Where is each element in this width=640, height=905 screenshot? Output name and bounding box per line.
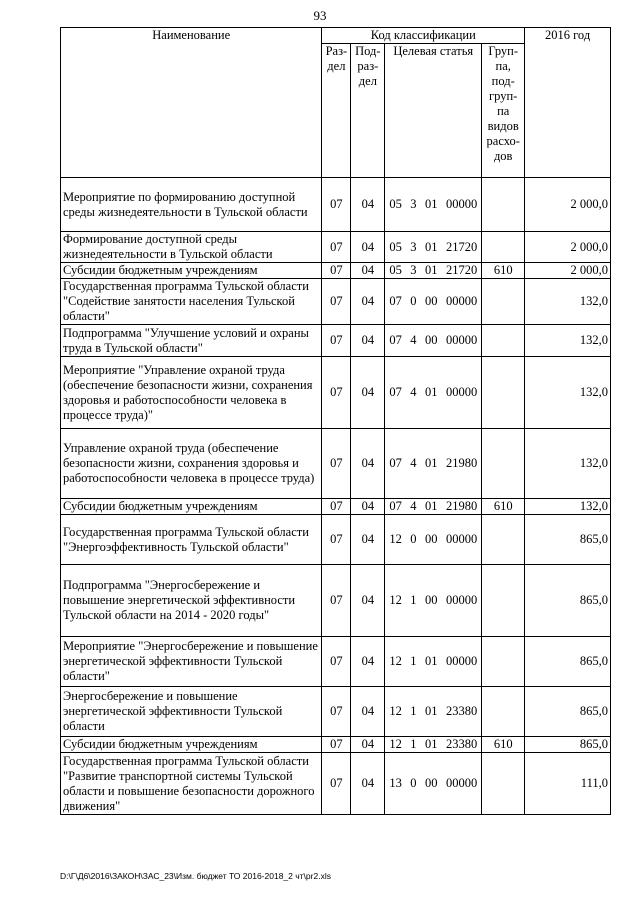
row-amount: 111,0 [525, 753, 611, 815]
row-razdel: 07 [322, 753, 351, 815]
table-row [61, 429, 611, 499]
row-amount: 865,0 [525, 637, 611, 687]
row-target [385, 357, 482, 429]
target-part-b: 1 [410, 704, 417, 718]
target-part-c: 00 [425, 776, 438, 790]
row-podrazdel: 04 [351, 429, 385, 499]
target-part-d: 00000 [445, 593, 478, 607]
row-group [482, 325, 525, 357]
target-part-a: 05 [389, 239, 402, 254]
row-amount: 865,0 [525, 515, 611, 565]
target-part-b: 1 [410, 593, 417, 607]
row-amount: 132,0 [525, 357, 611, 429]
row-name: Подпрограмма "Улучшение условий и охраны труда в Тульской области" [61, 325, 322, 357]
target-part-d: 00000 [445, 385, 478, 399]
target-part-d: 21980 [445, 499, 478, 513]
row-name: Государственная программа Тульской области "Развитие транспортной системы Тульской области и повышение безопасности дорожного движения" [61, 753, 322, 815]
header-group: Груп- па, под- груп- па видов расхо- дов [482, 44, 525, 178]
target-part-b: 4 [410, 499, 417, 513]
row-amount: 132,0 [525, 429, 611, 499]
row-razdel: 07 [322, 325, 351, 357]
target-part-c: 00 [425, 294, 438, 308]
row-target [385, 232, 482, 263]
target-part-d: 23380 [445, 737, 478, 751]
table-row [61, 753, 611, 815]
row-group [482, 565, 525, 637]
row-name: Энергосбережение и повышение энергетической эффективности Тульской области [61, 687, 322, 737]
table-row [61, 737, 611, 753]
target-part-a: 12 [389, 737, 402, 751]
row-podrazdel: 04 [351, 357, 385, 429]
row-target [385, 429, 482, 499]
target-part-c: 01 [425, 197, 438, 211]
row-target [385, 499, 482, 515]
target-part-d: 00000 [445, 532, 478, 546]
row-amount: 2 000,0 [525, 178, 611, 232]
row-name: Подпрограмма "Энергосбережение и повышение энергетической эффективности Тульской области на 2014 - 2020 годы" [61, 565, 322, 637]
row-amount: 2 000,0 [525, 232, 611, 263]
row-podrazdel: 04 [351, 263, 385, 279]
target-part-b: 3 [410, 239, 417, 254]
table-row [61, 325, 611, 357]
row-group [482, 429, 525, 499]
row-razdel: 07 [322, 232, 351, 263]
row-amount: 865,0 [525, 565, 611, 637]
target-part-d: 00000 [445, 294, 478, 308]
target-part-b: 0 [410, 532, 417, 546]
target-part-b: 4 [410, 456, 417, 470]
table-row [61, 687, 611, 737]
row-group [482, 637, 525, 687]
target-part-c: 00 [425, 532, 438, 546]
target-part-b: 3 [410, 263, 417, 277]
target-part-c: 01 [425, 385, 438, 399]
row-razdel: 07 [322, 357, 351, 429]
table-row [61, 515, 611, 565]
target-part-a: 07 [389, 385, 402, 399]
file-path-footer: D:\Г\Д6\2016\ЗАКОН\ЗАС_23\Изм. бюджет ТО 2016-2018_2 чт\pr2.xls [60, 871, 331, 881]
row-group: 610 [482, 263, 525, 279]
row-podrazdel: 04 [351, 279, 385, 325]
row-target [385, 515, 482, 565]
target-part-c: 01 [425, 263, 438, 277]
table-row [61, 565, 611, 637]
target-part-a: 12 [389, 593, 402, 607]
row-name: Субсидии бюджетным учреждениям [61, 737, 322, 753]
target-part-a: 12 [389, 654, 402, 668]
row-amount: 2 000,0 [525, 263, 611, 279]
target-part-c: 01 [425, 239, 438, 254]
target-part-d: 21720 [445, 239, 478, 254]
row-podrazdel: 04 [351, 499, 385, 515]
row-amount: 865,0 [525, 687, 611, 737]
target-part-b: 1 [410, 654, 417, 668]
table-row [61, 279, 611, 325]
header-podrazdel: Под- раз- дел [351, 44, 385, 178]
target-part-a: 05 [389, 197, 402, 211]
row-podrazdel: 04 [351, 178, 385, 232]
row-name: Управление охраной труда (обеспечение безопасности жизни, сохранения здоровья и работоспособности человека в процессе труда) [61, 429, 322, 499]
target-part-b: 0 [410, 776, 417, 790]
row-group: 610 [482, 499, 525, 515]
row-podrazdel: 04 [351, 232, 385, 263]
row-podrazdel: 04 [351, 637, 385, 687]
row-razdel: 07 [322, 737, 351, 753]
row-target [385, 737, 482, 753]
row-razdel: 07 [322, 565, 351, 637]
target-part-c: 01 [425, 737, 438, 751]
page-number: 93 [313, 8, 327, 23]
row-name: Формирование доступной среды жизнедеятельности в Тульской области [61, 232, 322, 263]
target-part-b: 3 [410, 197, 417, 211]
target-part-d: 21720 [445, 263, 478, 277]
row-group [482, 753, 525, 815]
table-row [61, 178, 611, 232]
header-target: Целевая статья [385, 44, 482, 178]
row-name: Государственная программа Тульской области "Энергоэффективность Тульской области" [61, 515, 322, 565]
row-target [385, 637, 482, 687]
row-name: Субсидии бюджетным учреждениям [61, 263, 322, 279]
target-part-c: 00 [425, 593, 438, 607]
target-part-a: 07 [389, 294, 402, 308]
row-group [482, 687, 525, 737]
row-podrazdel: 04 [351, 737, 385, 753]
row-target [385, 565, 482, 637]
row-podrazdel: 04 [351, 325, 385, 357]
target-part-c: 01 [425, 456, 438, 470]
target-part-d: 00000 [445, 197, 478, 211]
row-amount: 865,0 [525, 737, 611, 753]
row-target [385, 325, 482, 357]
table-row [61, 357, 611, 429]
row-amount: 132,0 [525, 279, 611, 325]
table-row [61, 499, 611, 515]
row-group [482, 357, 525, 429]
row-name: Мероприятие "Энергосбережение и повышение энергетической эффективности Тульской области" [61, 637, 322, 687]
target-part-a: 07 [389, 456, 402, 470]
row-podrazdel: 04 [351, 565, 385, 637]
header-year: 2016 год [525, 28, 611, 178]
target-part-c: 01 [425, 654, 438, 668]
target-part-b: 4 [410, 333, 417, 347]
row-group [482, 279, 525, 325]
row-target [385, 178, 482, 232]
target-part-d: 00000 [445, 654, 478, 668]
target-part-a: 07 [389, 499, 402, 513]
row-razdel: 07 [322, 279, 351, 325]
row-name: Государственная программа Тульской области "Содействие занятости населения Тульской области" [61, 279, 322, 325]
row-razdel: 07 [322, 178, 351, 232]
row-razdel: 07 [322, 429, 351, 499]
target-part-a: 12 [389, 704, 402, 718]
table-body [61, 178, 611, 815]
row-podrazdel: 04 [351, 515, 385, 565]
row-target [385, 687, 482, 737]
table-row [61, 637, 611, 687]
row-target [385, 279, 482, 325]
target-part-c: 01 [425, 499, 438, 513]
row-amount: 132,0 [525, 325, 611, 357]
row-podrazdel: 04 [351, 687, 385, 737]
row-group [482, 178, 525, 232]
row-name: Мероприятие по формированию доступной среды жизнедеятельности в Тульской области [61, 178, 322, 232]
header-razdel: Раз- дел [322, 44, 351, 178]
target-part-a: 13 [389, 776, 402, 790]
target-part-b: 0 [410, 294, 417, 308]
target-part-c: 00 [425, 333, 438, 347]
target-part-d: 21980 [445, 456, 478, 470]
row-amount: 132,0 [525, 499, 611, 515]
row-razdel: 07 [322, 687, 351, 737]
row-name: Мероприятие "Управление охраной труда (обеспечение безопасности жизни, сохранения здоровья и работоспособности человека в процессе труда)" [61, 357, 322, 429]
row-group [482, 232, 525, 263]
row-razdel: 07 [322, 515, 351, 565]
row-podrazdel: 04 [351, 753, 385, 815]
target-part-c: 01 [425, 704, 438, 718]
row-group: 610 [482, 737, 525, 753]
header-code-group: Код классификации [322, 28, 525, 44]
target-part-a: 07 [389, 333, 402, 347]
row-name: Субсидии бюджетным учреждениям [61, 499, 322, 515]
row-razdel: 07 [322, 263, 351, 279]
table-row [61, 232, 611, 263]
target-part-d: 00000 [445, 333, 478, 347]
row-razdel: 07 [322, 499, 351, 515]
target-part-a: 05 [389, 263, 402, 277]
row-target [385, 753, 482, 815]
target-part-b: 4 [410, 385, 417, 399]
header-name: Наименование [61, 28, 322, 178]
target-part-a: 12 [389, 532, 402, 546]
target-part-b: 1 [410, 737, 417, 751]
budget-table [60, 27, 611, 815]
row-razdel: 07 [322, 637, 351, 687]
row-target [385, 263, 482, 279]
table-row [61, 263, 611, 279]
target-part-d: 23380 [445, 704, 478, 718]
target-part-d: 00000 [445, 776, 478, 790]
row-group [482, 515, 525, 565]
